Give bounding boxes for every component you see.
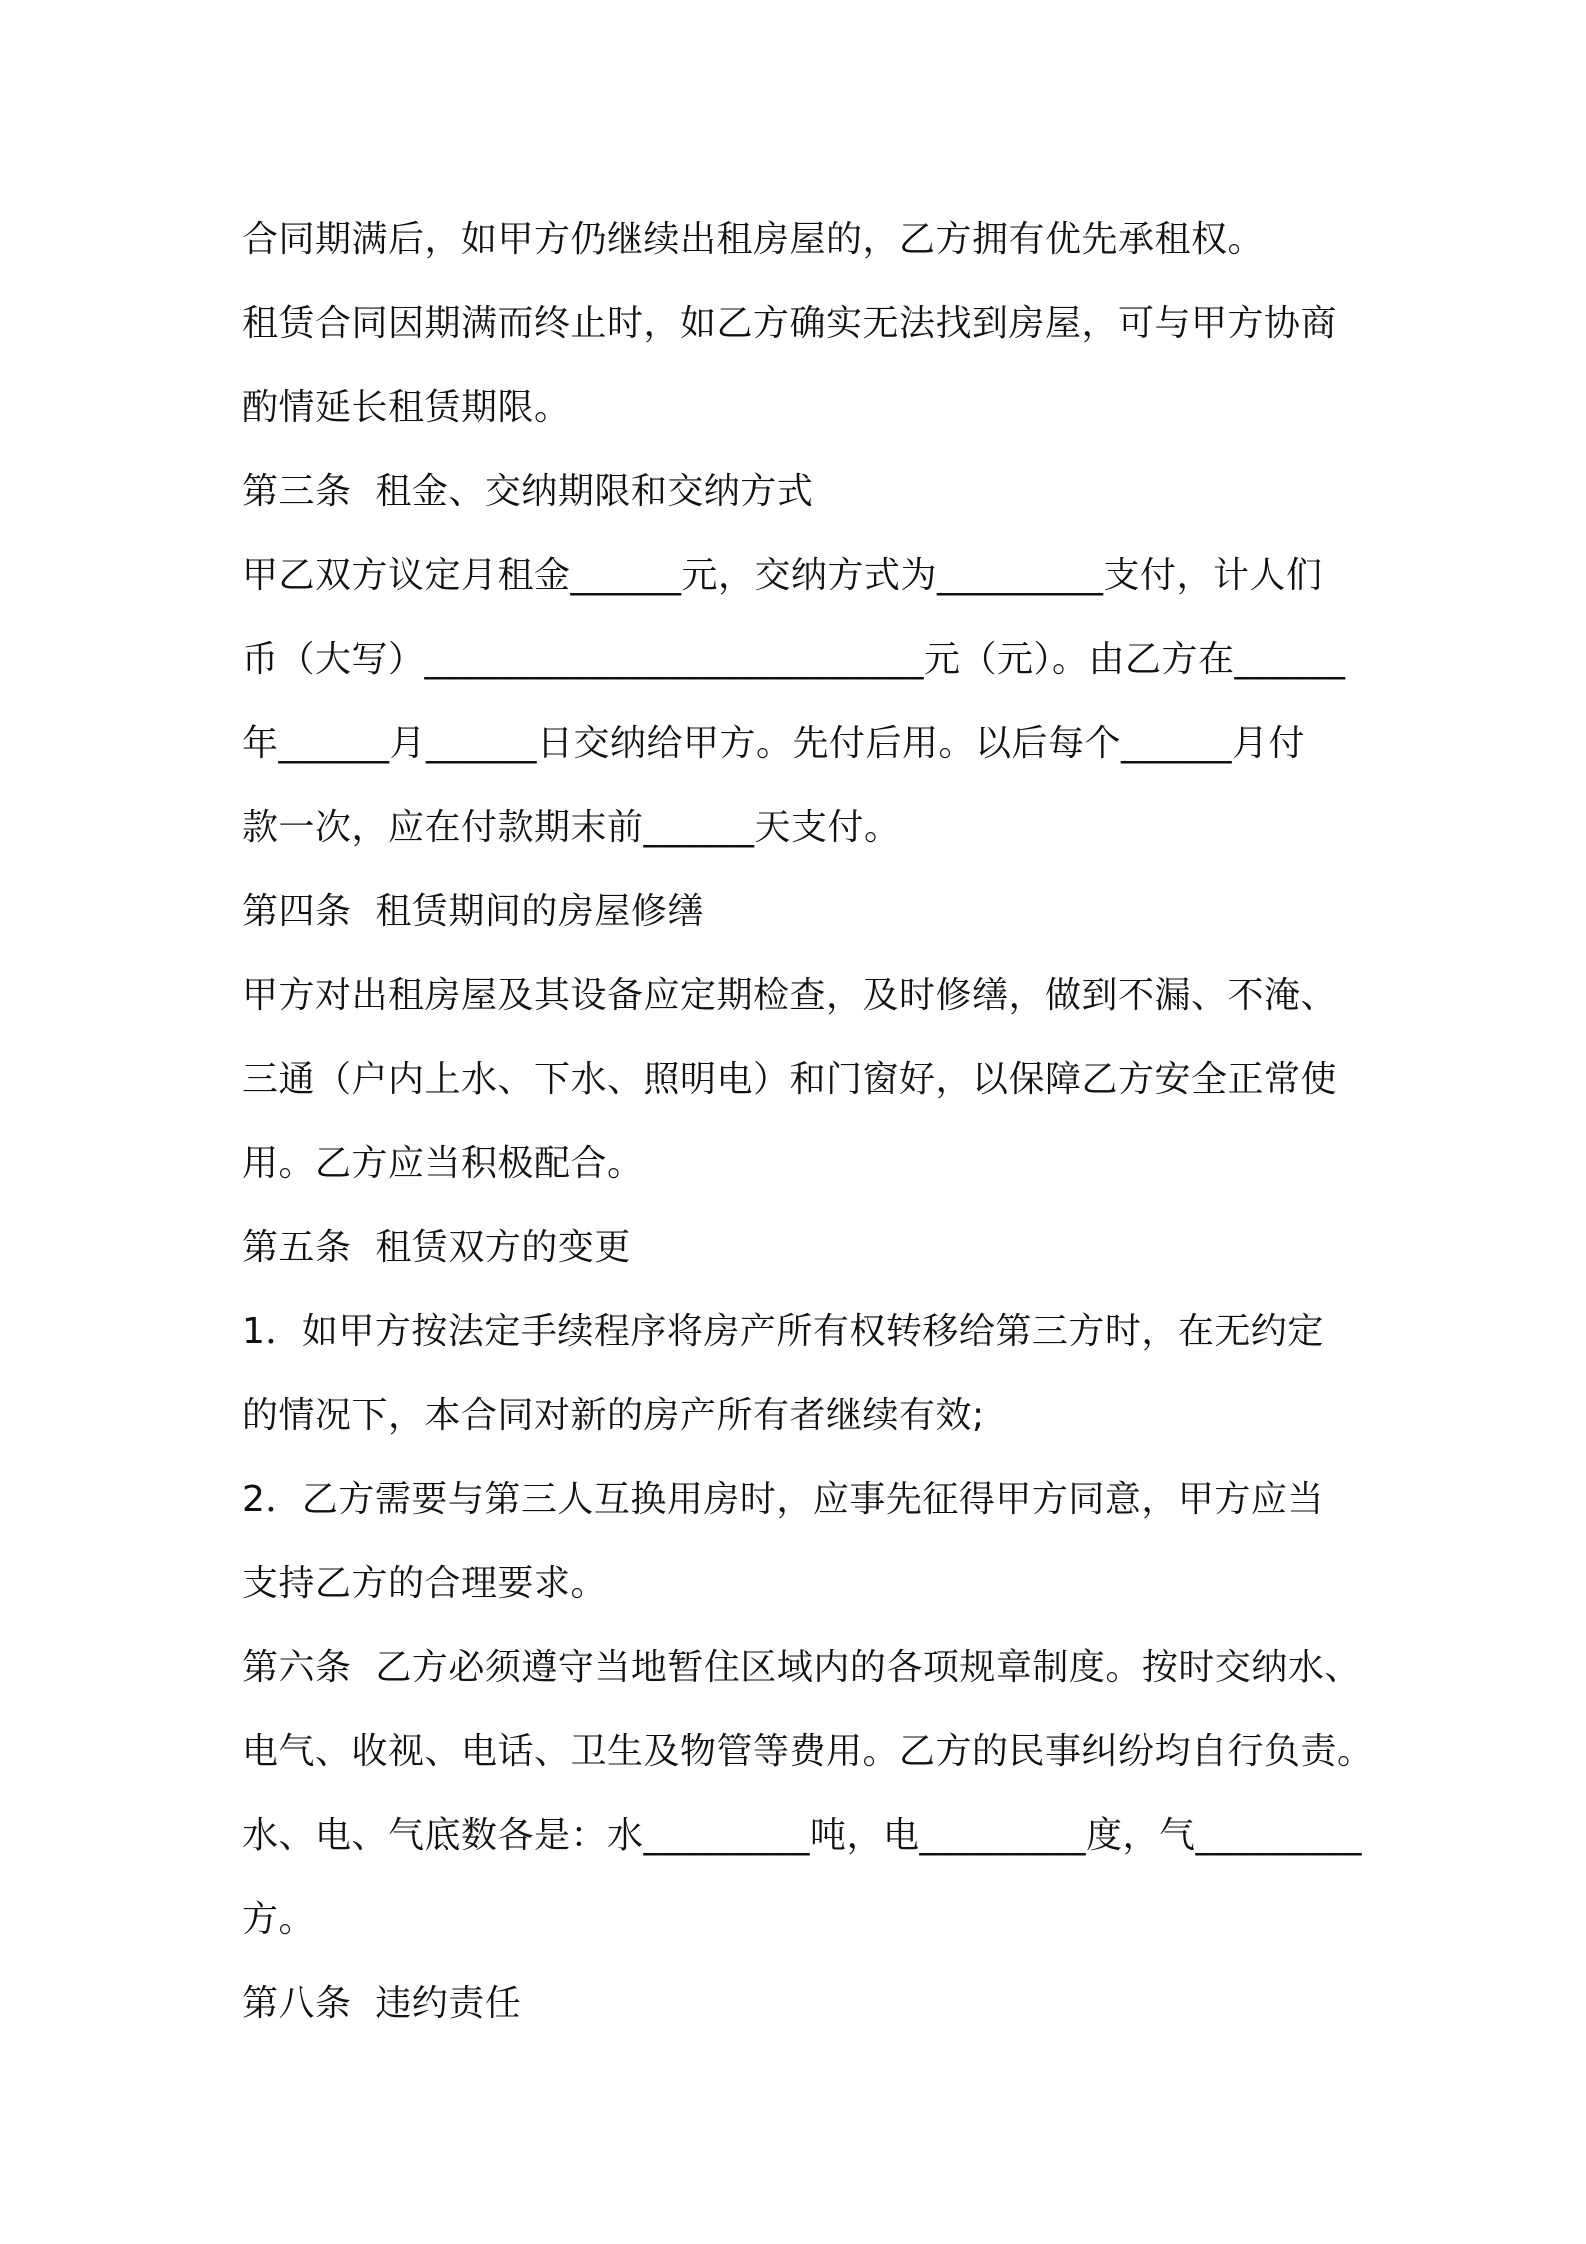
- text-line: 的情况下，本合同对新的房产所有者继续有效;: [242, 1395, 985, 1436]
- contract-body: [242, 198, 1374, 2046]
- text-line: 币（大写）___________________________元（元）。由乙方在______: [242, 639, 1346, 680]
- article-4-heading: 第四条 租赁期间的房屋修缮: [242, 891, 704, 932]
- text-line: 三通（户内上水、下水、照明电）和门窗好，以保障乙方安全正常使: [242, 1059, 1338, 1100]
- text-line: 支持乙方的合理要求。: [242, 1563, 608, 1604]
- article-5-heading: 第五条 租赁双方的变更: [242, 1227, 631, 1268]
- text-line: 租赁合同因期满而终止时，如乙方确实无法找到房屋，可与甲方协商: [242, 303, 1338, 344]
- text-line: 1．如甲方按法定手续程序将房产所有权转移给第三方时，在无约定: [242, 1311, 1324, 1352]
- text-line: 酌情延长租赁期限。: [242, 387, 571, 428]
- article-8-heading: 第八条 违约责任: [242, 1983, 522, 2024]
- article-3-heading: 第三条 租金、交纳期限和交纳方式: [242, 471, 814, 512]
- text-line: 款一次，应在付款期末前______天支付。: [242, 807, 901, 848]
- text-line: 2．乙方需要与第三人互换用房时，应事先征得甲方同意，甲方应当: [242, 1479, 1324, 1520]
- text-line: 甲方对出租房屋及其设备应定期检查，及时修缮，做到不漏、不淹、: [242, 975, 1338, 1016]
- text-line: 水、电、气底数各是：水_________吨，电_________度，气_________: [242, 1815, 1363, 1856]
- text-line: 合同期满后，如甲方仍继续出租房屋的，乙方拥有优先承租权。: [242, 219, 1265, 260]
- text-line: 用。乙方应当积极配合。: [242, 1143, 644, 1184]
- article-6-heading: 第六条 乙方必须遵守当地暂住区域内的各项规章制度。按时交纳水、: [242, 1647, 1361, 1688]
- text-line: 方。: [242, 1899, 316, 1940]
- text-line: 年______月______日交纳给甲方。先付后用。以后每个______月付: [242, 723, 1306, 764]
- text-line: 电气、收视、电话、卫生及物管等费用。乙方的民事纠纷均自行负责。: [242, 1731, 1374, 1772]
- text-line: 甲乙双方议定月租金______元，交纳方式为_________支付，计人们: [242, 555, 1323, 596]
